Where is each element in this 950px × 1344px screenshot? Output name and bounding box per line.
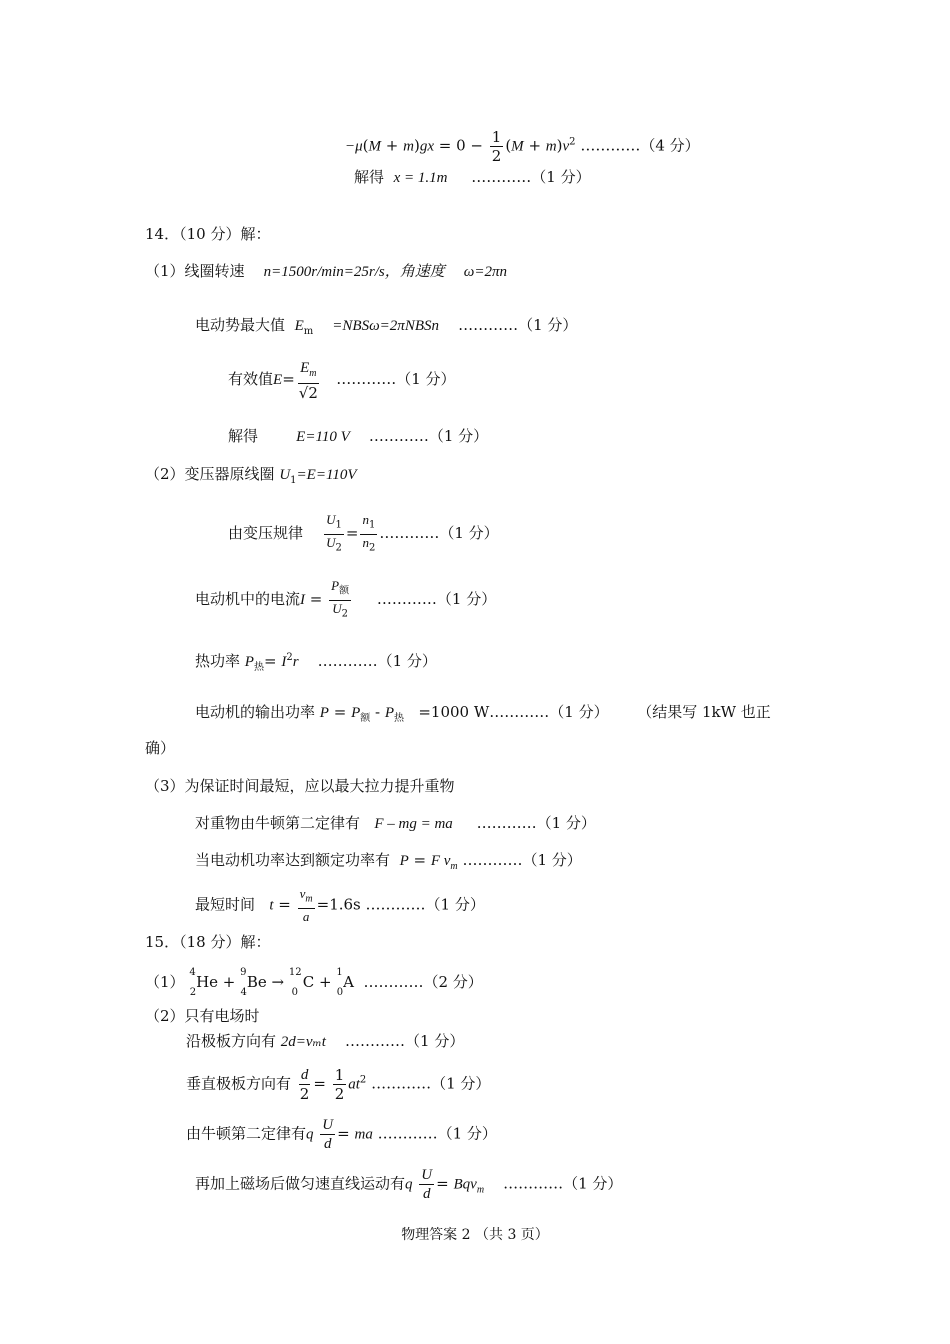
output-power-note: 确） [145, 739, 176, 757]
magnetic-balance: 再加上磁场后做匀速直线运动有q $\frac{U}{d}$ = Bqv$_m$ …………（1 分） [195, 1167, 623, 1202]
along-plate: 沿极板方向有 2d=vₘt …………（1 分） [186, 1032, 465, 1050]
q15-header: 15．（18 分）解： [145, 933, 271, 951]
nuclear-reaction: （1） $^4_2$He + $^9_4$Be → $^{12}_0$ C + $^1_0$A …………（2 分） [145, 967, 483, 998]
page-footer: 物理答案 2 （共 3 页） [401, 1227, 549, 1243]
q14-part2: （2）变压器原线圈 $U_1=E=110V$ [145, 465, 357, 486]
q14-part3: （3）为保证时间最短，应以最大拉力提升重物 [145, 777, 455, 795]
rated-power: 当电动机功率达到额定功率有 P = F $v_m$ …………（1 分） [195, 851, 582, 872]
newton-electric: 由牛顿第二定律有q $\frac{U}{d}$ = ma …………（1 分） [186, 1117, 497, 1152]
energy-equation: −μ(M + m)gx = 0 − $\frac{1}{2}$ $(M + m)v^2$ …………（4 分） [345, 128, 700, 165]
score: …………（4 分） [580, 136, 700, 155]
q14-part1: （1）线圈转速 n=1500r/min=25r/s，角速度 ω=2πn [145, 262, 508, 280]
output-power: 电动机的输出功率 $P = P_额 - P_热$ =1000 W…………（1 分） （结果写 1kW 也正 [195, 703, 771, 724]
transformer-rule: 由变压规律 $\frac{U_1}{U_2}$ = $\frac{n_1}{n_2}$ …………（1 分） [228, 512, 499, 554]
newton-law: 对重物由牛顿第二定律有 F – mg = ma …………（1 分） [195, 814, 596, 832]
emf-max: 电动势最大值 $E_m$ =NBSω=2πNBSn …………（1 分） [195, 316, 578, 337]
solution-line: 解得 E=110 V …………（1 分） [228, 427, 489, 445]
min-time: 最短时间 t = $\frac{v_m}{a}$ =1.6s …………（1 分） [195, 886, 485, 924]
emf-effective: 有效值E= $\frac{E_m}{√2}$ …………（1 分） [228, 360, 456, 402]
solution-line: 解得 x = 1.1m …………（1 分） [354, 168, 591, 186]
q15-part2: （2）只有电场时 [145, 1007, 260, 1025]
heat-power: 热功率 $P_热= I^2r$ …………（1 分） [195, 652, 437, 673]
perpendicular-plate: 垂直极板方向有 $\frac{d}{2}$ = $\frac{1}{2}$ $at^2$ …………（1 分） [186, 1066, 491, 1103]
motor-current: 电动机中的电流I = $\frac{P_额}{U_2}$ …………（1 分） [195, 578, 497, 620]
q14-header: 14．（10 分）解： [145, 225, 271, 243]
